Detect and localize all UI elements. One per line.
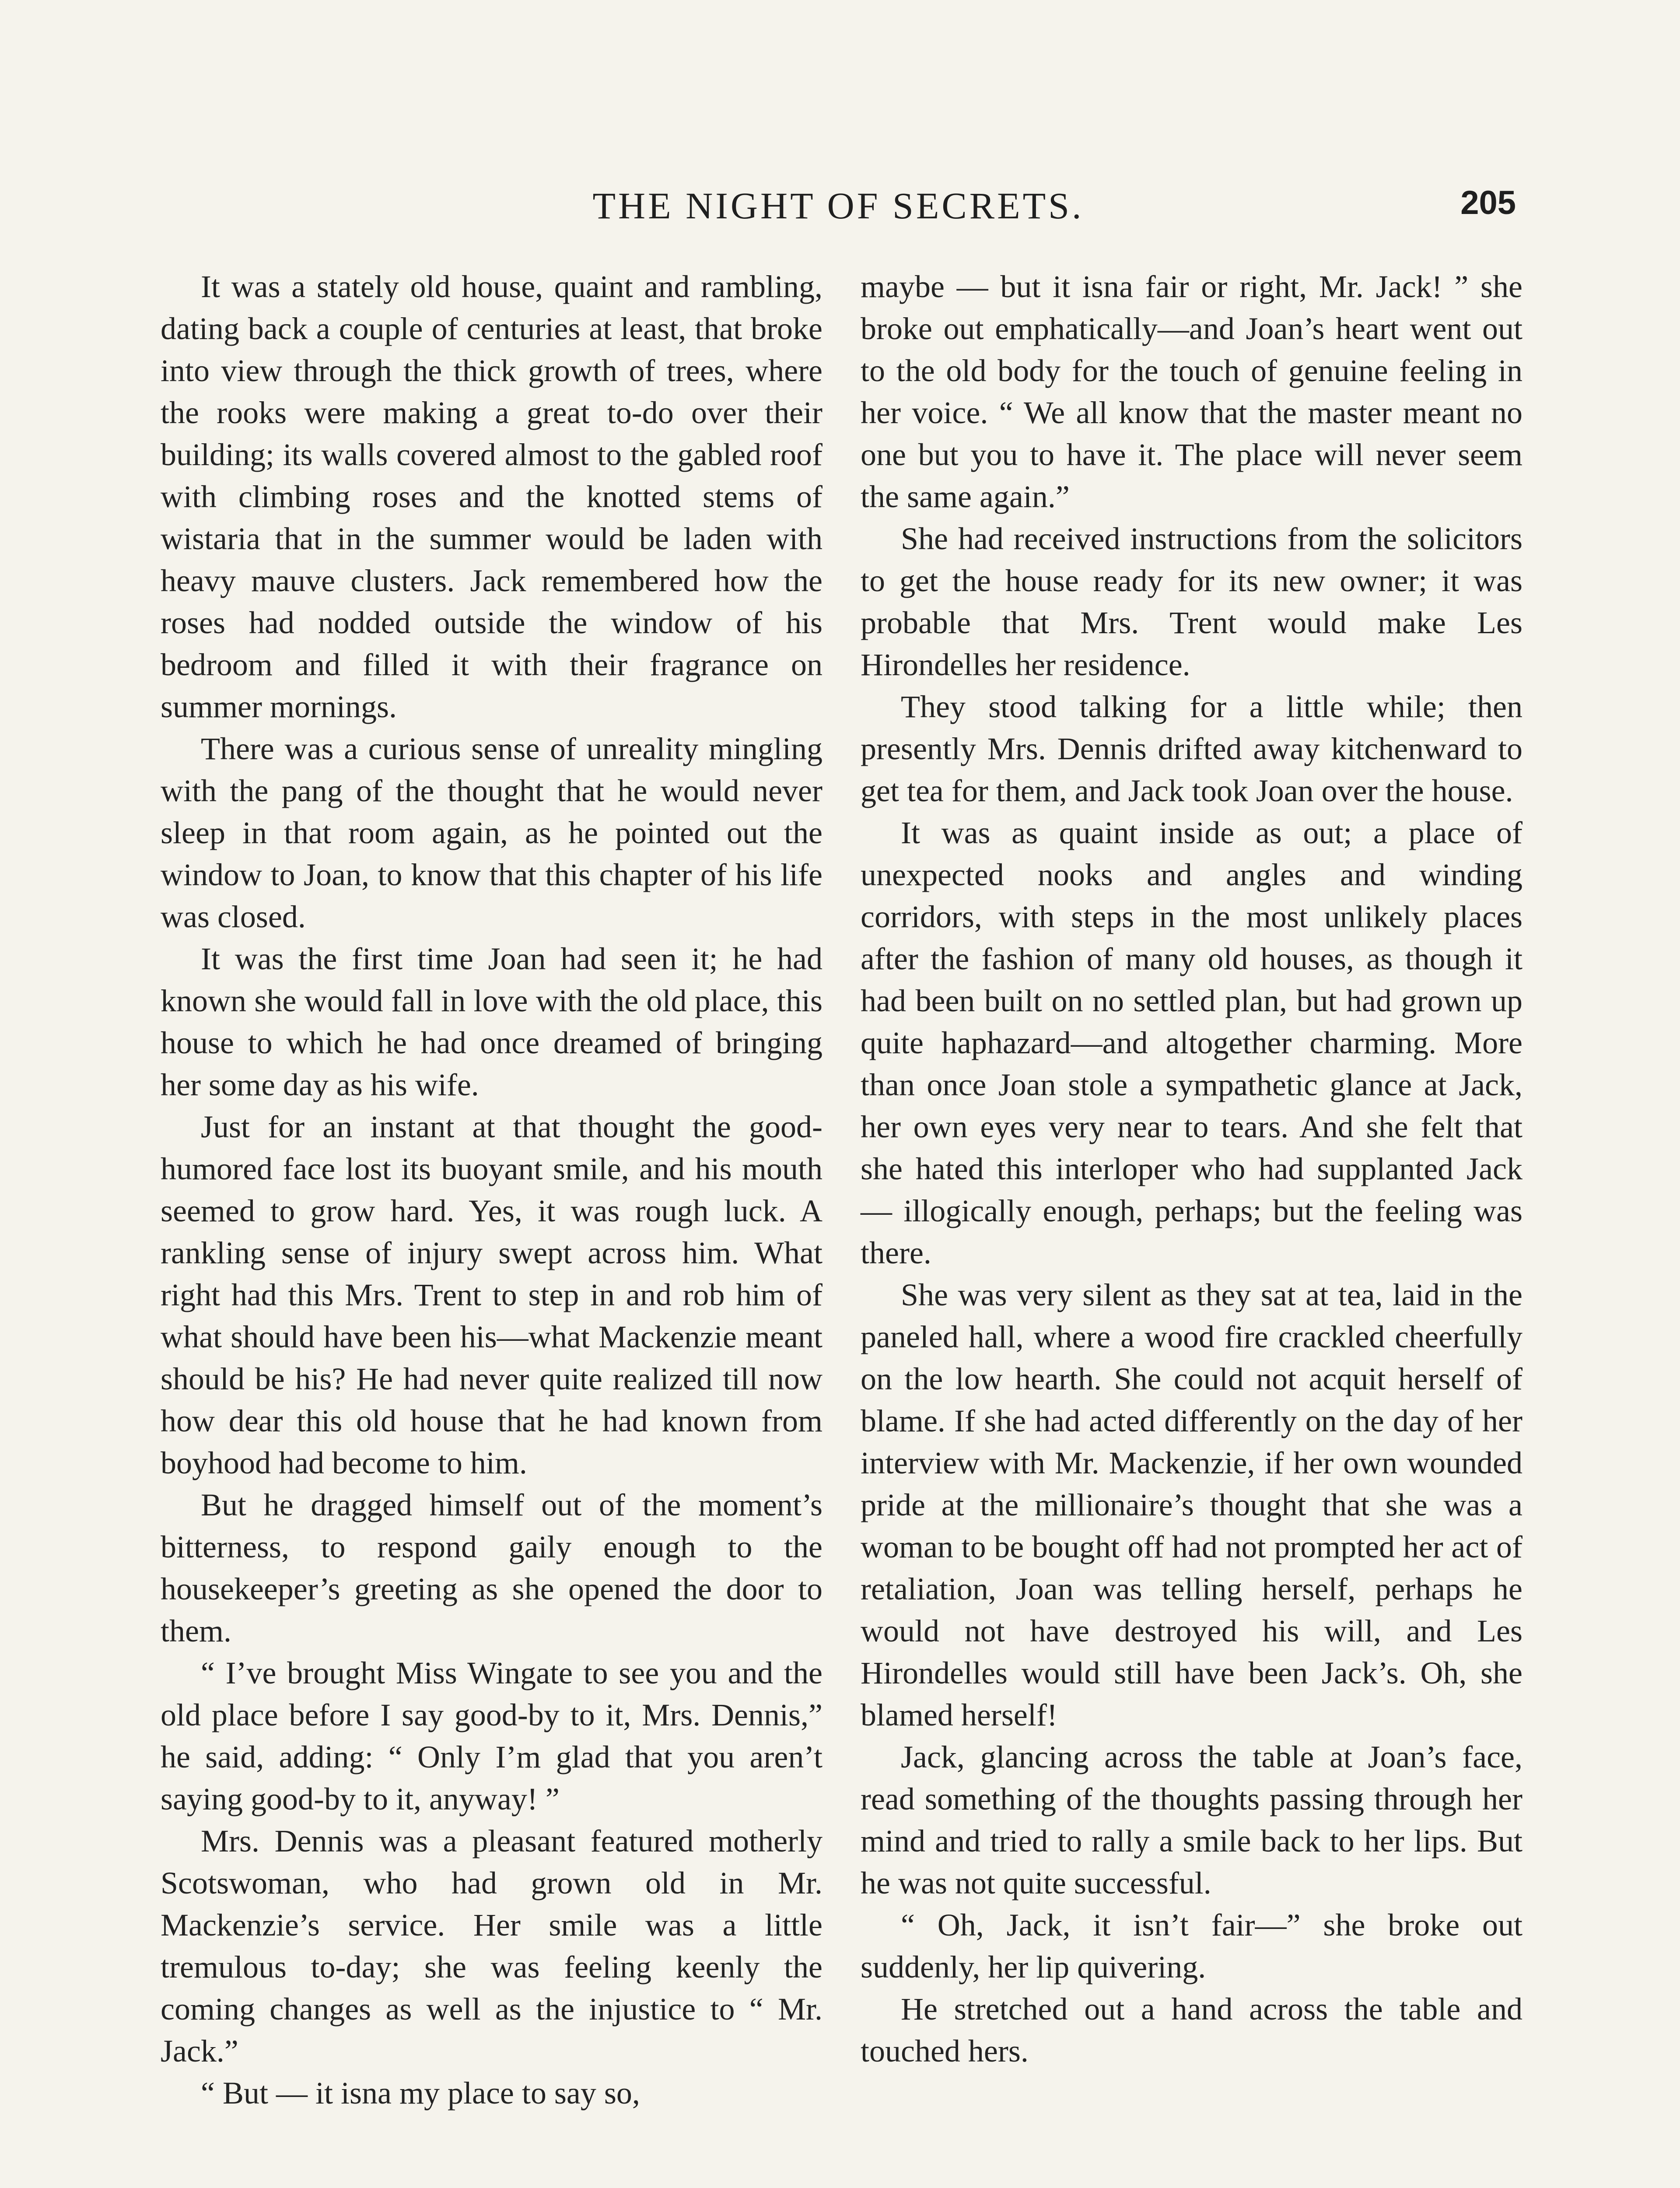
paragraph-continued: maybe — but it isna fair or right, Mr. Jack! ” she broke out emphatically—and Joan’s heart went out to the old body for the touch of genuine feeling in her voice. “ We all know that the master meant no one but you to have it. The place will never seem the same again.” xyxy=(861,269,1522,514)
paragraph: It was a stately old house, quaint and rambling, dating back a couple of centuries at least, that broke into view through the thick growth of trees, where the rooks were making a great to-do over their building; its walls covered almost to the gabled roof with climbing roses and the knotted stems of wistaria that in the summer would be laden with heavy mauve clusters. Jack remembered how the roses had nodded outside the window of his bedroom and filled it with their fragrance on summer mornings. xyxy=(161,269,822,724)
paragraph: “ But — it isna my place to say so, xyxy=(201,2076,640,2111)
paragraph: He stretched out a hand across the table and touched hers. xyxy=(861,1992,1522,2069)
paragraph: It was as quaint inside as out; a place of unexpected nooks and angles and winding corridors, with steps in the most unlikely places after the fashion of many old houses, as though it had been built on no settled plan, but had grown up quite haphazard—and altogether charming. More than once Joan stole a sympathetic glance at Jack, her own eyes very near to tears. And she felt that she hated this interloper who had supplanted Jack — illogically enough, perhaps; but the feeling was there. xyxy=(861,815,1522,1270)
paragraph: They stood talking for a little while; then presently Mrs. Dennis drifted away kitchenward to get tea for them, and Jack took Joan over the house. xyxy=(861,689,1522,808)
paragraph: But he dragged himself out of the moment’s bitterness, to respond gaily enough to the housekeeper’s greeting as she opened the door to them. xyxy=(161,1487,822,1648)
right-column xyxy=(861,266,1522,2072)
left-column xyxy=(161,266,822,2114)
paragraph: There was a curious sense of unreality mingling with the pang of the thought that he would never sleep in that room again, as he pointed out the window to Joan, to know that this chapter of his life was closed. xyxy=(161,731,822,934)
paragraph: It was the first time Joan had seen it; he had known she would fall in love with the old place, this house to which he had once dreamed of bringing her some day as his wife. xyxy=(161,941,822,1102)
paragraph: “ Oh, Jack, it isn’t fair—” she broke out suddenly, her lip quivering. xyxy=(861,1907,1522,1985)
paragraph: Just for an instant at that thought the good-humored face lost its buoyant smile, and his mouth seemed to grow hard. Yes, it was rough luck. A rankling sense of injury swept across him. What right had this Mrs. Trent to step in and rob him of what should have been his—what Mackenzie meant should be his? He had never quite realized till now how dear this old house that he had known from boyhood had become to him. xyxy=(161,1109,822,1480)
paragraph: She had received instructions from the solicitors to get the house ready for its new owner; it was probable that Mrs. Trent would make Les Hirondelles her residence. xyxy=(861,521,1522,682)
paragraph: Mrs. Dennis was a pleasant featured motherly Scotswoman, who had grown old in Mr. Mackenzie’s service. Her smile was a little tremulous to-day; she was feeling keenly the coming changes as well as the injustice to “ Mr. Jack.” xyxy=(161,1823,822,2069)
paragraph: Jack, glancing across the table at Joan’s face, read something of the thoughts passing through her mind and tried to rally a smile back to her lips. But he was not quite successful. xyxy=(861,1739,1522,1900)
page-number: 205 xyxy=(1460,184,1516,221)
page-header xyxy=(161,184,1516,236)
running-title: THE NIGHT OF SECRETS. xyxy=(592,185,1084,227)
paragraph: She was very silent as they sat at tea, laid in the paneled hall, where a wood fire crackled cheerfully on the low hearth. She could not acquit herself of blame. If she had acted differently on the day of her interview with Mr. Mackenzie, if her own wounded pride at the millionaire’s thought that she was a woman to be bought off had not prompted her act of retaliation, Joan was telling herself, perhaps he would not have destroyed his will, and Les Hirondelles would still have been Jack’s. Oh, she blamed herself! xyxy=(861,1277,1522,1732)
paragraph: “ I’ve brought Miss Wingate to see you and the old place before I say good-by to it, Mrs. Dennis,” he said, adding: “ Only I’m glad that you aren’t saying good-by to it, anyway! ” xyxy=(161,1655,822,1816)
